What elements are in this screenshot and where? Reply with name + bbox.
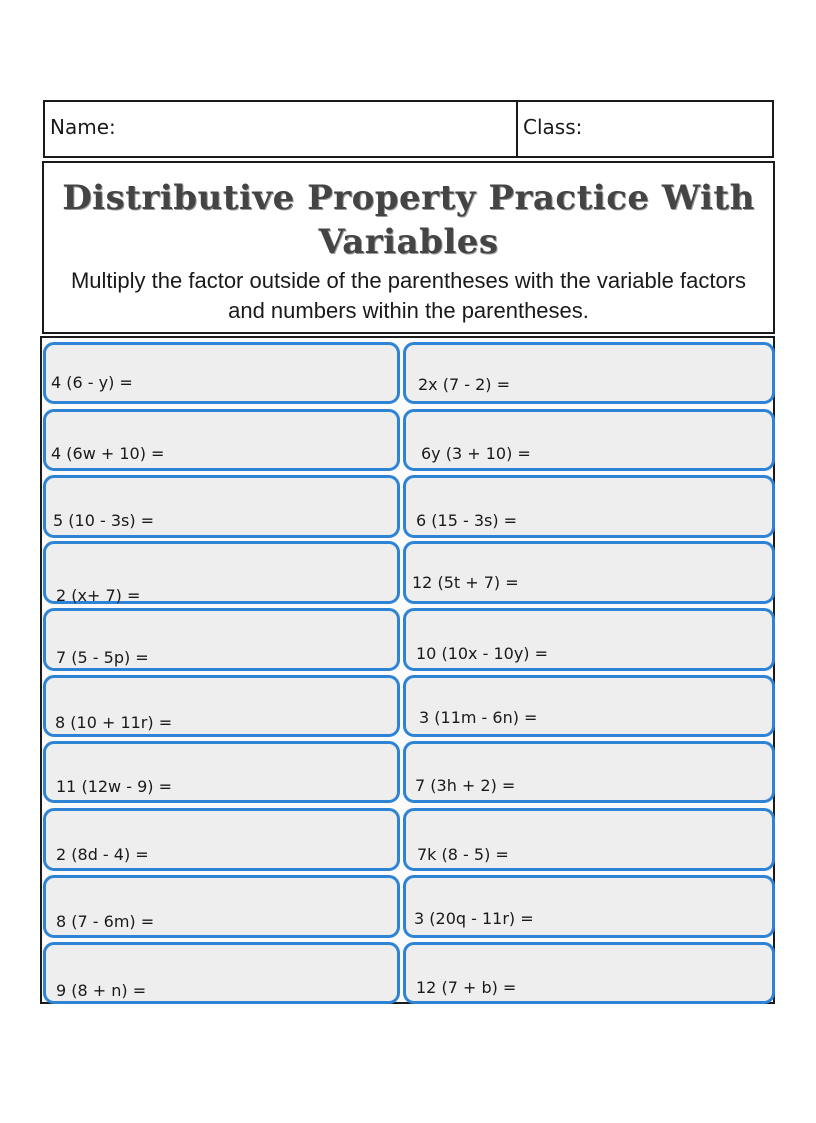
problem-box-right-3[interactable] — [403, 475, 775, 538]
problem-box-right-1[interactable] — [403, 342, 775, 404]
problem-box-left-6[interactable] — [43, 675, 400, 737]
problem-box-left-8[interactable] — [43, 808, 400, 871]
problem-box-left-4[interactable] — [43, 541, 400, 604]
problem-text: 11 (12w - 9) = — [56, 777, 172, 796]
problem-text: 6 (15 - 3s) = — [416, 511, 518, 530]
problem-text: 10 (10x - 10y) = — [416, 644, 549, 663]
problem-text: 5 (10 - 3s) = — [53, 511, 155, 530]
problem-box-right-4[interactable] — [403, 541, 775, 604]
problem-box-right-6[interactable] — [403, 675, 775, 737]
problem-box-left-1[interactable] — [43, 342, 400, 404]
problem-grid — [40, 336, 775, 1004]
problem-box-left-5[interactable] — [43, 608, 400, 671]
problem-text: 3 (11m - 6n) = — [419, 708, 538, 727]
name-class-table — [43, 100, 774, 158]
title-box — [42, 161, 775, 334]
problem-text: 3 (20q - 11r) = — [414, 909, 534, 928]
problem-text: 4 (6w + 10) = — [51, 444, 165, 463]
problem-box-left-7[interactable] — [43, 741, 400, 803]
problem-text: 7 (5 - 5p) = — [56, 648, 149, 667]
problem-box-right-5[interactable] — [403, 608, 775, 671]
problem-text: 9 (8 + n) = — [56, 981, 147, 1000]
problem-box-left-2[interactable] — [43, 409, 400, 471]
name-field[interactable] — [45, 102, 518, 156]
problem-text: 6y (3 + 10) = — [421, 444, 531, 463]
problem-text: 12 (5t + 7) = — [412, 573, 519, 592]
problem-box-right-10[interactable] — [403, 942, 775, 1004]
problem-box-right-9[interactable] — [403, 875, 775, 938]
problem-box-left-3[interactable] — [43, 475, 400, 538]
worksheet-title: Distributive Property Practice With Variables — [62, 178, 755, 262]
problem-text: 7 (3h + 2) = — [415, 776, 516, 795]
problem-text: 7k (8 - 5) = — [417, 845, 509, 864]
problem-text: 8 (7 - 6m) = — [56, 912, 155, 931]
instructions: Multiply the factor outside of the parentheses with the variable factors and numbers within the parentheses. — [70, 268, 747, 323]
problem-box-right-7[interactable] — [403, 741, 775, 803]
name-label: Name: — [50, 115, 116, 139]
problem-box-left-10[interactable] — [43, 942, 400, 1004]
problem-text: 12 (7 + b) = — [416, 978, 517, 997]
problem-text: 2x (7 - 2) = — [418, 375, 511, 394]
problem-box-left-9[interactable] — [43, 875, 400, 938]
problem-text: 2 (x+ 7) = — [56, 586, 141, 605]
class-field[interactable] — [518, 102, 772, 156]
problem-text: 8 (10 + 11r) = — [55, 713, 173, 732]
problem-box-right-8[interactable] — [403, 808, 775, 871]
problem-box-right-2[interactable] — [403, 409, 775, 471]
problem-text: 2 (8d - 4) = — [56, 845, 149, 864]
problem-text: 4 (6 - y) = — [51, 373, 133, 392]
class-label: Class: — [523, 115, 583, 139]
